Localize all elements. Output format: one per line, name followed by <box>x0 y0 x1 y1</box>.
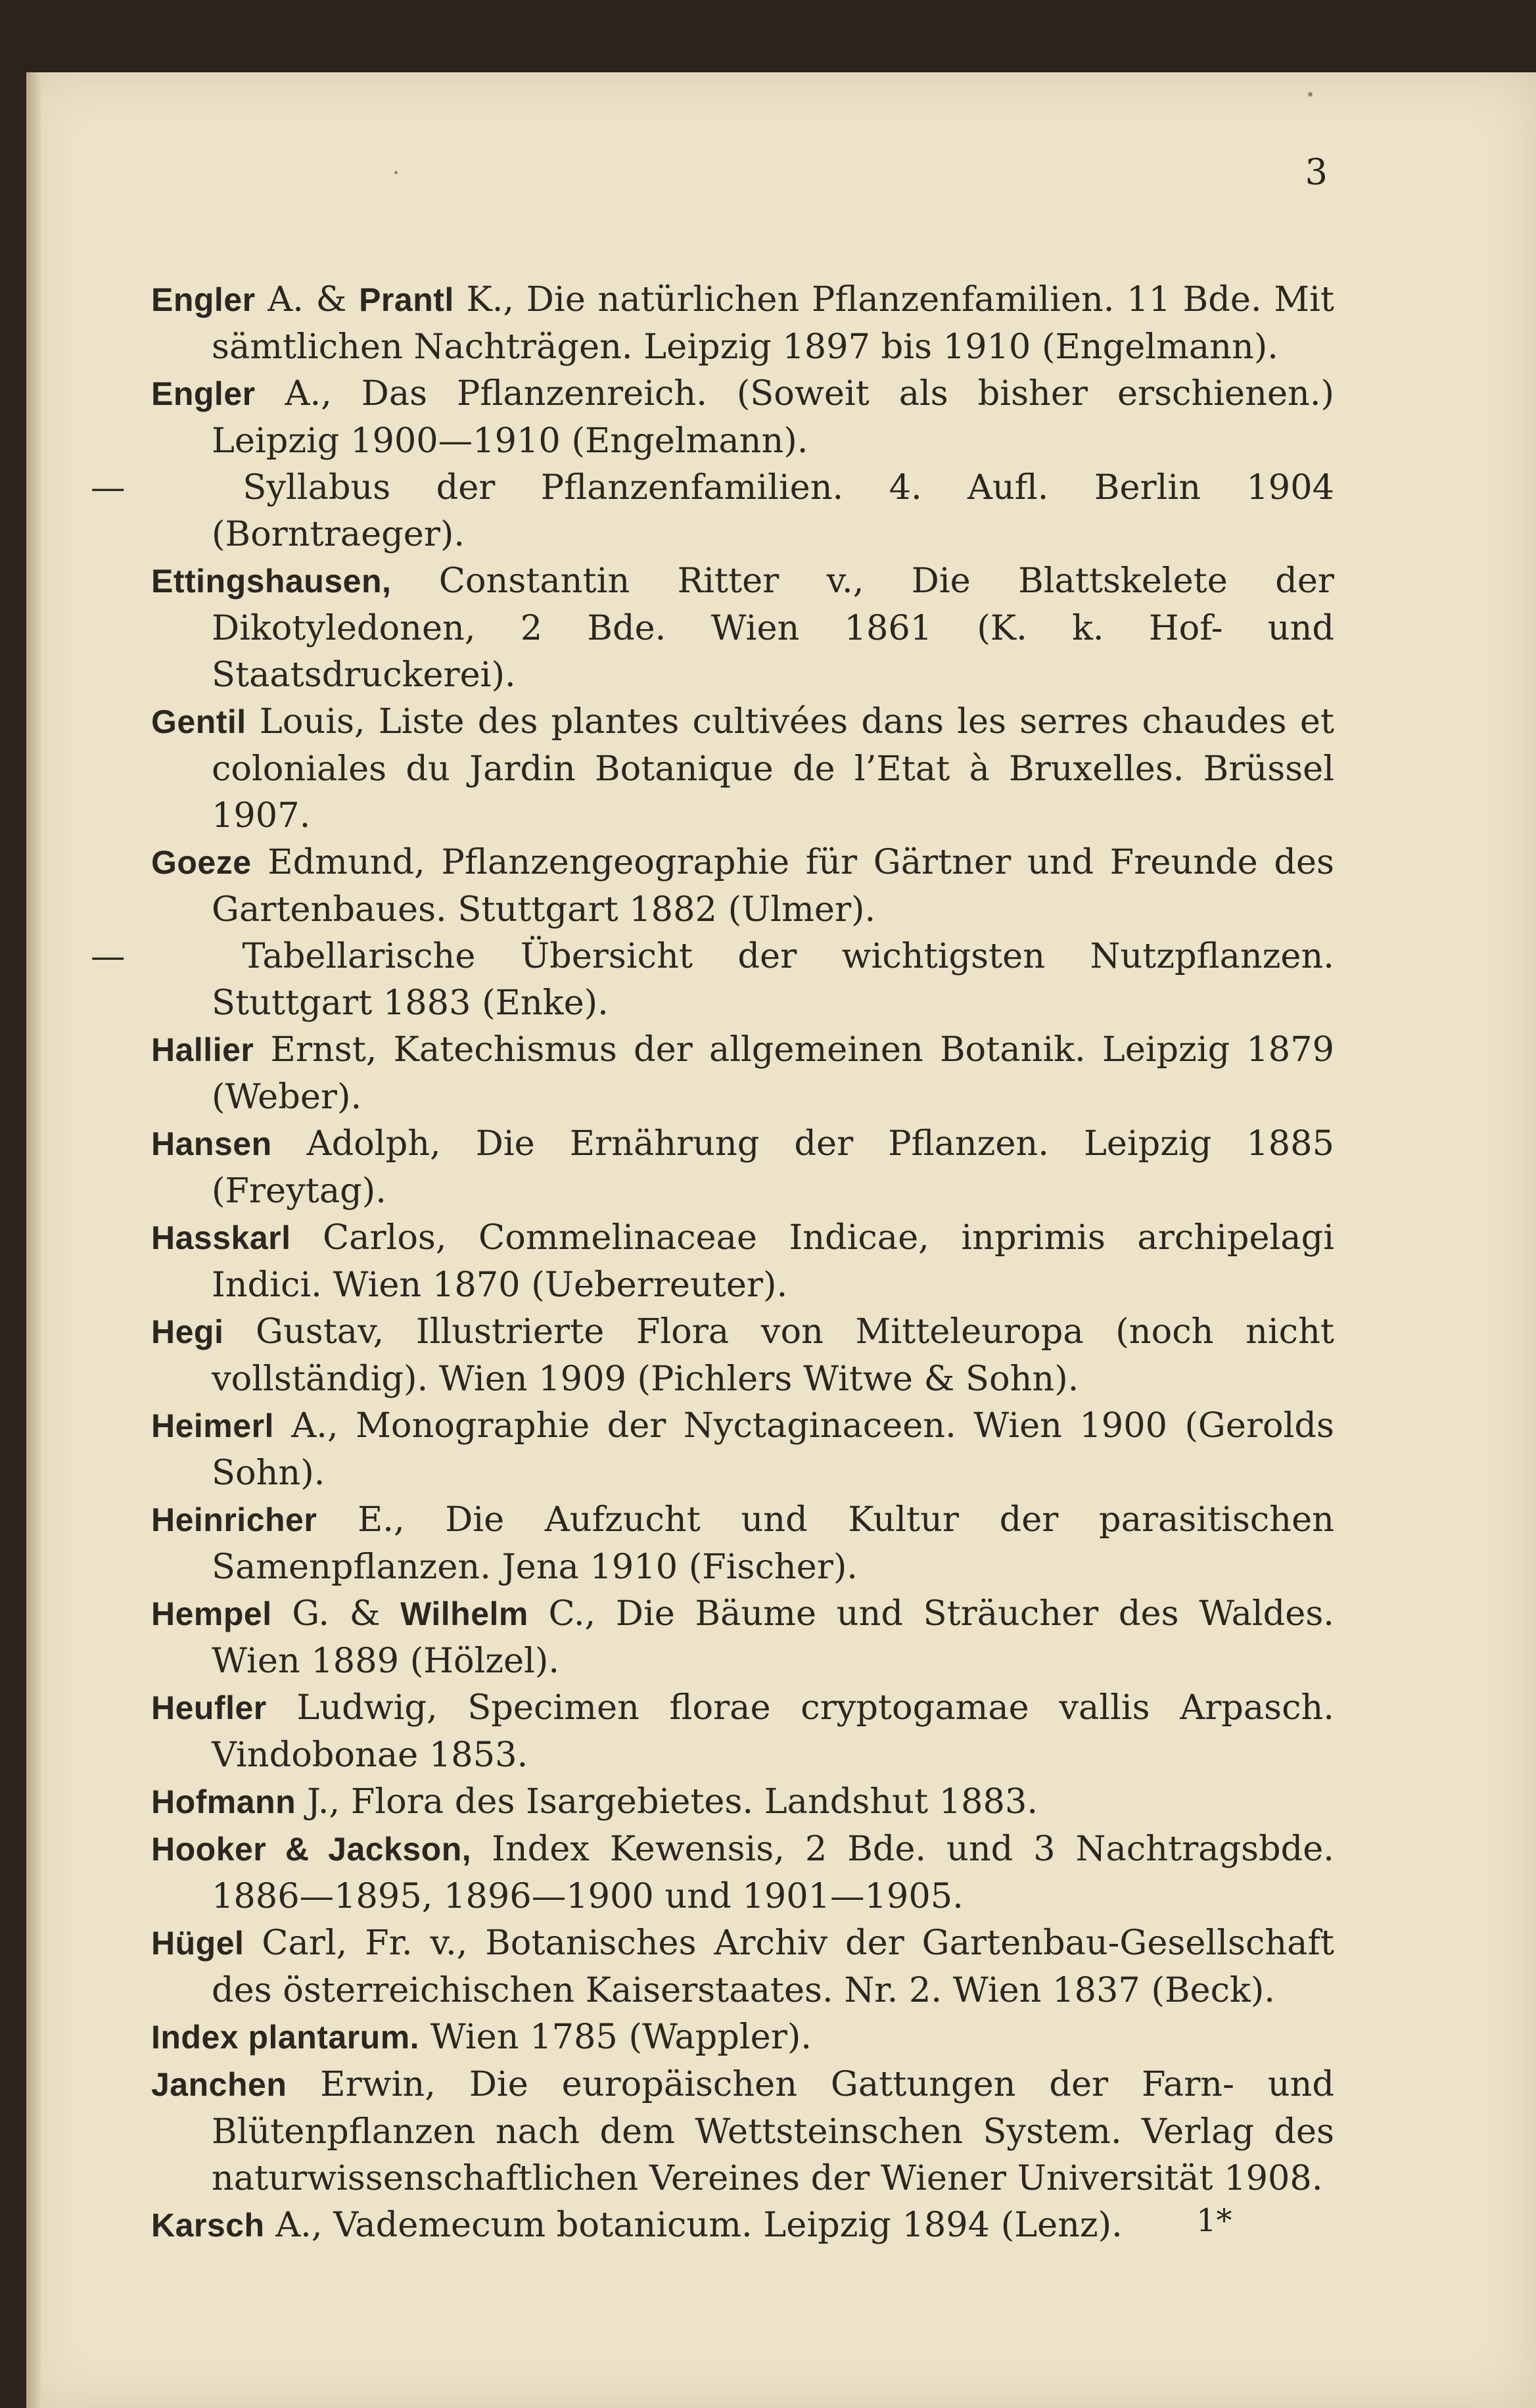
entry-text: G. & <box>271 1594 401 1634</box>
entry-coauthor: Prantl <box>359 281 454 318</box>
bibliography-entry <box>151 698 1334 839</box>
entry-text: Erwin, Die europäischen Gattungen der Farn- und Blütenpflanzen nach dem Wettsteinschen System. Verlag des naturwissenschaftlichen Vereines der Wiener Universität 1908. <box>212 2064 1334 2198</box>
entry-author: Hasskarl <box>151 1219 291 1256</box>
entry-text-rest: C., Die Bäume und Sträucher des Waldes. Wien 1889 (Hölzel). <box>212 1594 1334 1681</box>
entry-text: A., Das Pflanzenreich. (Soweit als bisher erschienen.) Leipzig 1900—1910 (Engelmann). <box>212 373 1334 461</box>
bibliography-entry <box>151 1920 1334 2014</box>
page-gutter <box>26 72 41 2408</box>
bibliography-entry <box>151 1214 1334 1308</box>
bibliography-entry <box>151 1026 1334 1120</box>
entry-author: Engler <box>151 375 256 412</box>
bibliography-entry <box>151 2061 1334 2202</box>
entry-author: Hegi <box>151 1313 224 1350</box>
ditto-dash: — <box>91 467 126 508</box>
entry-text: Ludwig, Specimen florae cryptogamae vallis Arpasch. Vindobonae 1853. <box>212 1688 1334 1775</box>
page-number: 3 <box>1305 151 1328 193</box>
entry-author: Index plantarum. <box>151 2019 420 2056</box>
entry-text: E., Die Aufzucht und Kultur der parasitischen Samenpflanzen. Jena 1910 (Fischer). <box>212 1499 1334 1587</box>
ditto-dash: — <box>91 936 126 976</box>
entry-text: Wien 1785 (Wappler). <box>419 2017 812 2057</box>
bibliography-entry <box>151 1590 1334 1684</box>
entry-author: Janchen <box>151 2066 287 2103</box>
entry-author: Hallier <box>151 1031 254 1068</box>
bibliography-entry <box>151 1402 1334 1496</box>
entry-text: A., Vademecum botanicum. Leipzig 1894 (Lenz). <box>264 2205 1123 2245</box>
bibliography-entry <box>151 370 1334 464</box>
entry-author: Heufler <box>151 1689 267 1726</box>
entry-author: Hofmann <box>151 1783 296 1820</box>
entry-author: Goeze <box>151 844 252 881</box>
entry-author: Hempel <box>151 1595 272 1632</box>
entry-text: Constantin Ritter v., Die Blattskelete der Dikotyledonen, 2 Bde. Wien 1861 (K. k. Hof- und Staatsdruckerei). <box>212 561 1334 695</box>
bibliography-entry <box>91 464 1334 557</box>
entry-text: Syllabus der Pflanzenfamilien. 4. Aufl. Berlin 1904 (Borntraeger). <box>197 467 1334 554</box>
entry-author: Hooker & Jackson, <box>151 1831 472 1868</box>
bibliography-entry <box>151 276 1334 370</box>
entry-author: Hansen <box>151 1125 272 1162</box>
entry-text: Adolph, Die Ernährung der Pflanzen. Leipzig 1885 (Freytag). <box>212 1123 1334 1211</box>
entry-text: Louis, Liste des plantes cultivées dans les serres chaudes et coloniales du Jardin Botanique de l’Etat à Bruxelles. Brüssel 1907. <box>212 701 1334 836</box>
entry-author: Karsch <box>151 2207 265 2244</box>
entry-coauthor: Wilhelm <box>400 1595 528 1632</box>
bibliography-entry <box>151 2202 1334 2249</box>
entry-author: Ettingshausen, <box>151 563 392 600</box>
entry-author: Gentil <box>151 703 246 740</box>
bibliography-entry <box>151 1826 1334 1920</box>
entry-author: Hügel <box>151 1925 244 1962</box>
entry-text: Index Kewensis, 2 Bde. und 3 Nachtragsbde. 1886—1895, 1896—1900 und 1901—1905. <box>212 1829 1334 1916</box>
entry-text: Edmund, Pflanzengeographie für Gärtner und Freunde des Gartenbaues. Stuttgart 1882 (Ulmer). <box>212 842 1334 930</box>
bibliography-entry <box>151 1778 1334 1826</box>
bibliography-entry <box>151 839 1334 933</box>
entry-author: Engler <box>151 281 256 318</box>
entry-text: Carl, Fr. v., Botanisches Archiv der Gartenbau-Gesellschaft des österreichischen Kaiserstaates. Nr. 2. Wien 1837 (Beck). <box>212 1923 1334 2010</box>
bibliography-list <box>91 276 1334 2249</box>
bibliography-entry <box>91 933 1334 1026</box>
entry-text: A. & <box>255 279 360 319</box>
entry-text: Ernst, Katechismus der allgemeinen Botanik. Leipzig 1879 (Weber). <box>212 1029 1334 1117</box>
bibliography-entry <box>151 1120 1334 1214</box>
entry-text: Gustav, Illustrierte Flora von Mitteleuropa (noch nicht vollständig). Wien 1909 (Pichlers Witwe & Sohn). <box>212 1311 1334 1399</box>
paper-speck <box>1308 92 1313 97</box>
bibliography-entry <box>151 557 1334 698</box>
entry-text: Carlos, Commelinaceae Indicae, inprimis archipelagi Indici. Wien 1870 (Ueberreuter). <box>212 1217 1334 1305</box>
bibliography-entry <box>151 1684 1334 1778</box>
bibliography-entry <box>151 1496 1334 1590</box>
entry-author: Heinricher <box>151 1501 317 1538</box>
entry-author: Heimerl <box>151 1407 274 1444</box>
paper-speck <box>394 171 398 174</box>
entry-text: Tabellarische Übersicht der wichtigsten Nutzpflanzen. Stuttgart 1883 (Enke). <box>197 936 1334 1023</box>
signature-mark: 1* <box>1196 2202 1232 2239</box>
bibliography-entry <box>151 2014 1334 2061</box>
entry-text: J., Flora des Isargebietes. Landshut 1883. <box>296 1782 1038 1822</box>
entry-text-rest: K., Die natürlichen Pflanzenfamilien. 11 Bde. Mit sämtlichen Nachträgen. Leipzig 1897 bis 1910 (Engelmann). <box>212 279 1334 367</box>
entry-text: A., Monographie der Nyctaginaceen. Wien 1900 (Gerolds Sohn). <box>212 1405 1334 1493</box>
bibliography-entry <box>151 1308 1334 1402</box>
